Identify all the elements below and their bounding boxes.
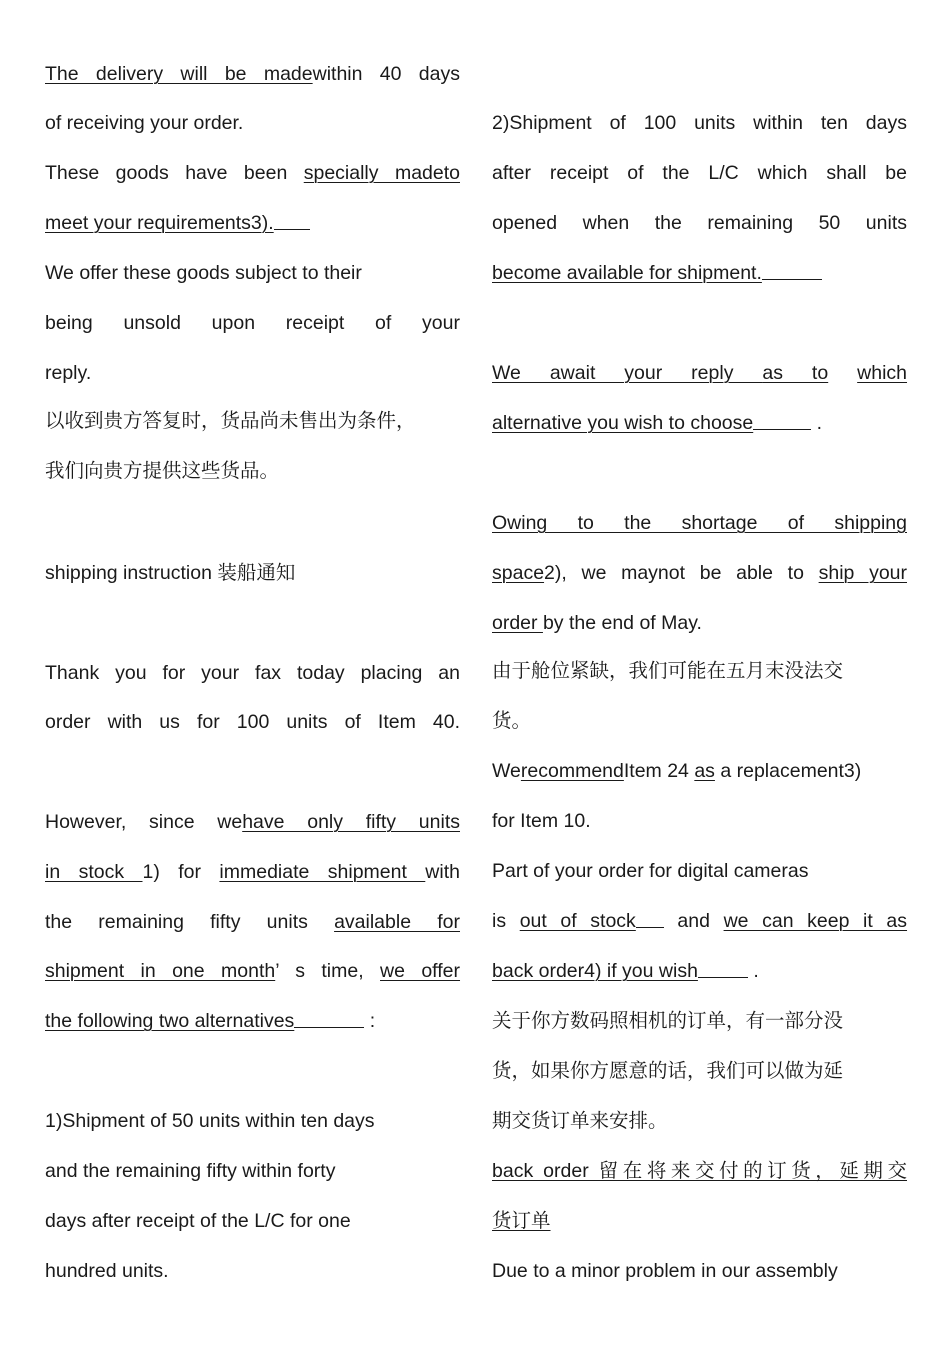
left-text-line xyxy=(45,1258,460,1284)
right-text-line xyxy=(492,908,907,934)
underlined-phrase: order xyxy=(492,612,543,634)
right-text-line xyxy=(492,560,907,586)
underline-blank xyxy=(762,260,822,280)
underlined-phrase: out of stock xyxy=(519,910,636,932)
left-text-line xyxy=(45,809,460,835)
text-run: Due to a minor problem in our assembly xyxy=(492,1260,838,1282)
text-run: 货。 xyxy=(492,710,532,732)
underlined-phrase: back order 留在将来交付的订货，延期交 xyxy=(492,1160,907,1182)
text-run: . xyxy=(747,960,759,982)
text-run: by the end of May. xyxy=(542,612,702,634)
underline-blank xyxy=(636,908,664,928)
right-text-line xyxy=(492,758,907,784)
left-text-line xyxy=(45,1108,460,1134)
text-run: These goods have been xyxy=(45,162,304,184)
right-text-line xyxy=(492,1008,907,1034)
text-run xyxy=(828,362,857,384)
text-run: 关于你方数码照相机的订单，有一部分没 xyxy=(492,1010,844,1032)
text-run: with xyxy=(425,861,460,883)
text-run: a replacement3) xyxy=(714,760,862,782)
text-run: within 40 days xyxy=(312,63,460,85)
text-run: and the remaining fifty within forty xyxy=(45,1160,336,1182)
text-run: Part of your order for digital cameras xyxy=(492,860,809,882)
text-run: 由于舱位紧缺，我们可能在五月末没法交 xyxy=(492,660,844,682)
underline-blank xyxy=(274,210,310,230)
left-text-line xyxy=(45,61,460,87)
right-text-line xyxy=(492,958,907,984)
right-text-line xyxy=(492,1158,907,1184)
text-run: : xyxy=(364,1010,376,1032)
left-text-line xyxy=(45,260,460,286)
underlined-phrase: space xyxy=(492,562,545,584)
text-run: We offer these goods subject to their xyxy=(45,262,362,284)
right-text-line xyxy=(492,210,907,236)
text-run: 1) for xyxy=(142,861,220,883)
underlined-phrase: have only fifty units xyxy=(242,811,460,833)
underlined-phrase: Owing to the shortage of shipping xyxy=(492,512,907,534)
right-text-line xyxy=(492,1208,907,1234)
left-text-line xyxy=(45,709,460,735)
underlined-phrase: the following two alternatives xyxy=(45,1010,295,1032)
left-text-line xyxy=(45,408,460,434)
left-text-line xyxy=(45,310,460,336)
underlined-phrase: specially madeto xyxy=(303,162,460,184)
left-text-line xyxy=(45,1208,460,1234)
underlined-phrase: back order4) if you wish xyxy=(492,960,698,982)
text-run: and xyxy=(663,910,724,932)
right-text-line xyxy=(492,260,907,286)
left-text-line xyxy=(45,1008,460,1034)
underlined-phrase: as to xyxy=(762,362,829,384)
right-text-line xyxy=(492,610,907,636)
left-text-line xyxy=(45,909,460,935)
underlined-phrase: shipment in one month xyxy=(45,960,276,982)
right-text-line xyxy=(492,658,907,684)
underlined-phrase: We await your reply xyxy=(492,362,763,384)
right-text-line xyxy=(492,410,907,436)
right-text-line xyxy=(492,1108,907,1134)
underline-blank xyxy=(753,410,811,430)
right-text-line xyxy=(492,360,907,386)
text-run: 以收到贵方答复时，货品尚未售出为条件， xyxy=(45,410,416,432)
text-run: for Item 10. xyxy=(492,810,591,832)
text-run: after receipt of the L/C which shall be xyxy=(492,162,907,184)
left-text-line xyxy=(45,859,460,885)
underlined-phrase: available for xyxy=(334,911,460,933)
left-text-line xyxy=(45,110,460,136)
right-text-line xyxy=(492,708,907,734)
left-text-line xyxy=(45,360,460,386)
underlined-phrase: alternative you wish to choose xyxy=(492,412,754,434)
text-run: is xyxy=(492,910,520,932)
text-run: reply. xyxy=(45,362,92,384)
underlined-phrase: we can keep it as xyxy=(723,910,908,932)
underlined-phrase: which xyxy=(857,362,908,384)
underlined-phrase: as xyxy=(694,760,715,782)
text-run: We xyxy=(492,760,521,782)
text-run: 2)Shipment of 100 units within ten days xyxy=(492,112,907,134)
underlined-phrase: we offer xyxy=(380,960,461,982)
underline-blank xyxy=(698,958,748,978)
text-run: hundred units. xyxy=(45,1260,169,1282)
text-run: . xyxy=(811,412,823,434)
underlined-phrase: 货订单 xyxy=(492,1210,551,1232)
left-text-line xyxy=(45,958,460,984)
underlined-phrase: in stock xyxy=(45,861,143,883)
text-run: days after receipt of the L/C for one xyxy=(45,1210,351,1232)
text-run: ’ s time, xyxy=(275,960,381,982)
text-run: 1)Shipment of 50 units within ten days xyxy=(45,1110,375,1132)
text-run: being unsold upon receipt of your xyxy=(45,312,460,334)
text-run: shipping instruction 装船通知 xyxy=(45,562,296,584)
right-text-line xyxy=(492,808,907,834)
left-text-line xyxy=(45,560,460,586)
left-text-line xyxy=(45,1158,460,1184)
underlined-phrase: meet your requirements3). xyxy=(45,212,274,234)
underline-blank xyxy=(294,1008,364,1028)
underlined-phrase: recommend xyxy=(520,760,624,782)
text-run: opened when the remaining 50 units xyxy=(492,212,907,234)
text-run: 2), we maynot be able to xyxy=(544,562,819,584)
right-text-line xyxy=(492,160,907,186)
left-text-line xyxy=(45,160,460,186)
text-run: of receiving your order. xyxy=(45,112,244,134)
left-text-line xyxy=(45,458,460,484)
left-text-line xyxy=(45,660,460,686)
right-text-line xyxy=(492,110,907,136)
text-run: However, since we xyxy=(45,811,243,833)
right-text-line xyxy=(492,510,907,536)
underlined-phrase: The delivery will be made xyxy=(45,63,313,85)
right-text-line xyxy=(492,858,907,884)
text-run: the remaining fifty units xyxy=(45,911,335,933)
text-run: Item 24 xyxy=(623,760,695,782)
text-run: Thank you for your fax today placing an xyxy=(45,662,460,684)
underlined-phrase: immediate shipment xyxy=(219,861,426,883)
underlined-phrase: become available for shipment. xyxy=(492,262,762,284)
text-run: 货，如果你方愿意的话，我们可以做为延 xyxy=(492,1060,844,1082)
left-text-line xyxy=(45,210,460,236)
text-run: 期交货订单来安排。 xyxy=(492,1110,668,1132)
text-run: 我们向贵方提供这些货品。 xyxy=(45,460,280,482)
right-text-line xyxy=(492,1058,907,1084)
text-run: order with us for 100 units of Item 40. xyxy=(45,711,460,733)
right-text-line xyxy=(492,1258,907,1284)
underlined-phrase: ship your xyxy=(818,562,907,584)
